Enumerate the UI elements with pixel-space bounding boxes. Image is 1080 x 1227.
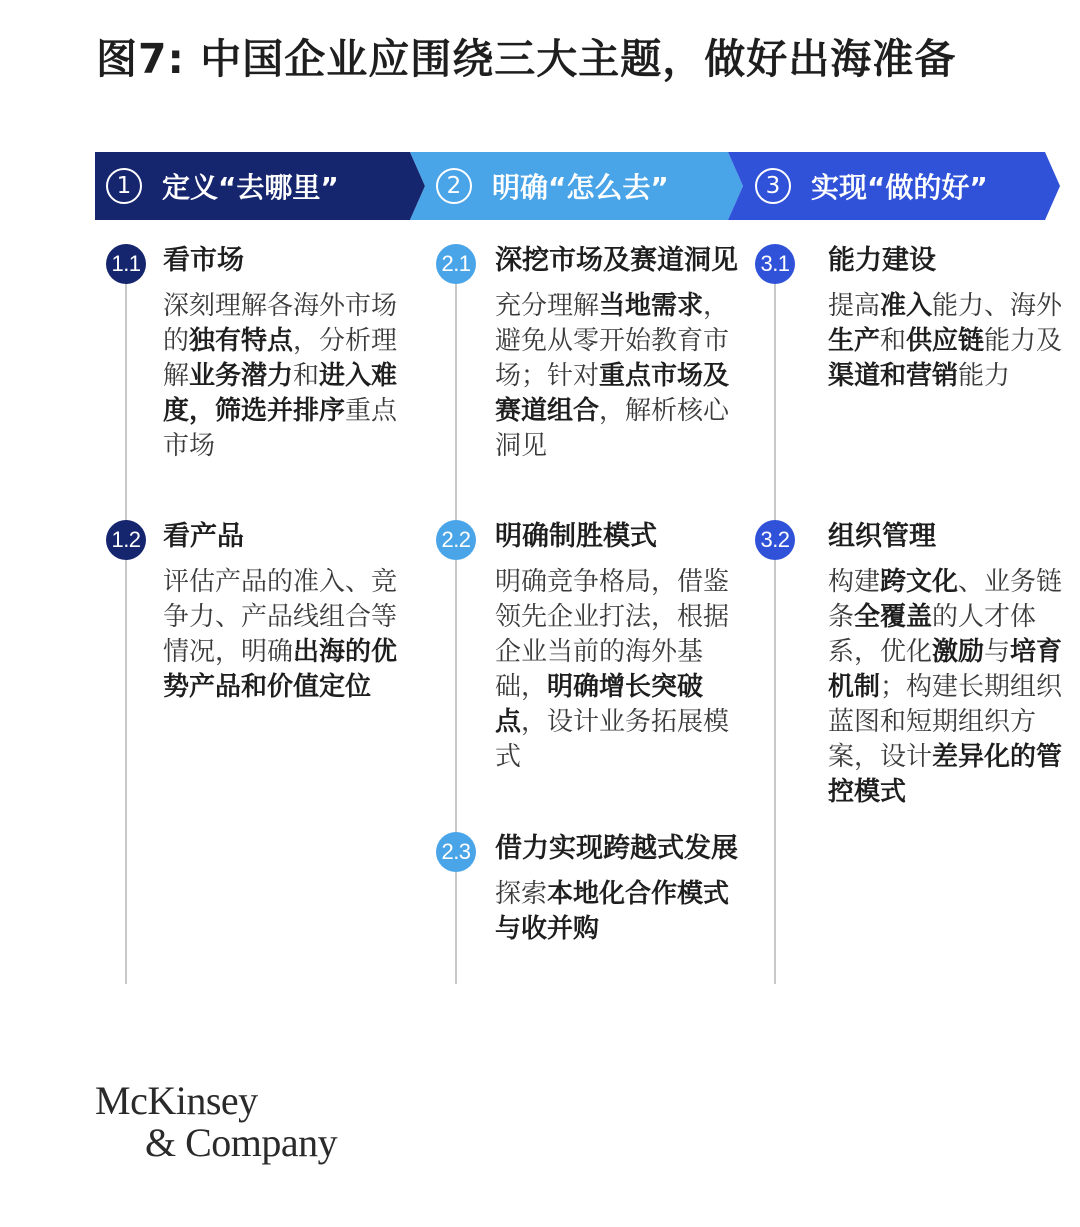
emphasis-text: 准入 [880, 291, 933, 321]
step-title: 看产品 [163, 521, 244, 552]
body-text: 和 [293, 361, 320, 391]
step-1-2 [163, 520, 408, 705]
phase-3-text: 实现“做的好” [811, 171, 988, 204]
step-3-2 [828, 520, 1068, 810]
emphasis-text: 渠道和营销 [828, 361, 959, 391]
emphasis-text: 明确增长突破点 [495, 672, 704, 737]
body-text: 和 [880, 326, 907, 356]
step-badge-2-2: 2.2 [436, 520, 476, 560]
step-description [163, 289, 408, 464]
step-title: 看市场 [163, 245, 244, 276]
emphasis-text: 培育机制 [828, 637, 1063, 702]
emphasis-text: 独有特点 [189, 326, 294, 356]
step-badge-1-1: 1.1 [106, 244, 146, 284]
mckinsey-logo [95, 1080, 337, 1164]
emphasis-text: 跨文化 [880, 567, 959, 597]
emphasis-text: 本地化合作模式与收并购 [495, 879, 730, 944]
step-description [495, 877, 740, 947]
step-1-1 [163, 244, 408, 464]
step-3-1 [828, 244, 1068, 394]
emphasis-text: 全覆盖 [854, 602, 933, 632]
emphasis-text: 出海的优势产品和价值定位 [163, 637, 398, 702]
step-title: 能力建设 [828, 245, 936, 276]
body-text: 充分理解 [495, 291, 600, 321]
body-text: 能力 [958, 361, 1011, 391]
column-2-line [455, 262, 457, 984]
step-badge-2-3: 2.3 [436, 832, 476, 872]
emphasis-text: 供应链 [906, 326, 985, 356]
emphasis-text: 进入难度，筛选并排序 [163, 361, 398, 426]
phase-1-label [106, 152, 339, 220]
body-text: ，避免从零开始教育市场；针对 [495, 291, 730, 391]
step-description [828, 289, 1068, 394]
logo-line-2: & Company [145, 1120, 338, 1165]
body-text: 能力、海外 [932, 291, 1063, 321]
step-badge-2-1: 2.1 [436, 244, 476, 284]
emphasis-text: 业务潜力 [189, 361, 294, 391]
step-title: 深挖市场及赛道洞见 [495, 245, 738, 276]
phase-2-label [436, 152, 669, 220]
column-3-line [774, 262, 776, 984]
body-text: 能力及 [984, 326, 1063, 356]
step-description [495, 289, 740, 464]
emphasis-text: 差异化的管控模式 [828, 742, 1063, 807]
body-text: 的人才体系，优化 [828, 602, 1037, 667]
step-2-2 [495, 520, 740, 775]
phase-1-number: 1 [106, 168, 142, 204]
step-description [163, 565, 408, 705]
body-text: ，分析理解 [163, 326, 398, 391]
step-title: 组织管理 [828, 521, 936, 552]
body-text: 重点市场 [163, 396, 398, 461]
step-2-1 [495, 244, 740, 464]
phase-2-text: 明确“怎么去” [492, 171, 669, 204]
step-badge-3-1: 3.1 [755, 244, 795, 284]
step-description [828, 565, 1068, 810]
figure-title: 图7: 中国企业应围绕三大主题，做好出海准备 [96, 35, 957, 83]
step-badge-1-2: 1.2 [106, 520, 146, 560]
body-text: ，解析核心洞见 [495, 396, 730, 461]
body-text: 深刻理解各海外市场的 [163, 291, 398, 356]
step-title: 借力实现跨越式发展 [495, 833, 738, 864]
step-2-3 [495, 832, 740, 947]
body-text: 、业务链条 [828, 567, 1063, 632]
body-text: ，设计业务拓展模式 [495, 707, 730, 772]
step-badge-3-2: 3.2 [755, 520, 795, 560]
body-text: 明确竞争格局，借鉴领先企业打法，根据企业当前的海外基础， [495, 567, 730, 702]
phase-1-text: 定义“去哪里” [162, 171, 339, 204]
body-text: 探索 [495, 879, 548, 909]
phase-3-label [755, 152, 988, 220]
phase-2-number: 2 [436, 168, 472, 204]
emphasis-text: 重点市场及赛道组合 [495, 361, 730, 426]
body-text: 提高 [828, 291, 881, 321]
emphasis-text: 当地需求 [599, 291, 704, 321]
body-text: 构建 [828, 567, 881, 597]
emphasis-text: 激励 [932, 637, 985, 667]
body-text: ；构建长期组织蓝图和短期组织方案，设计 [828, 672, 1063, 772]
body-text: 与 [984, 637, 1011, 667]
logo-line-1: McKinsey [95, 1078, 258, 1123]
step-description [495, 565, 740, 775]
step-title: 明确制胜模式 [495, 521, 657, 552]
phase-3-number: 3 [755, 168, 791, 204]
emphasis-text: 生产 [828, 326, 881, 356]
body-text: 评估产品的准入、竞争力、产品线组合等情况，明确 [163, 567, 398, 667]
column-1-line [125, 262, 127, 984]
